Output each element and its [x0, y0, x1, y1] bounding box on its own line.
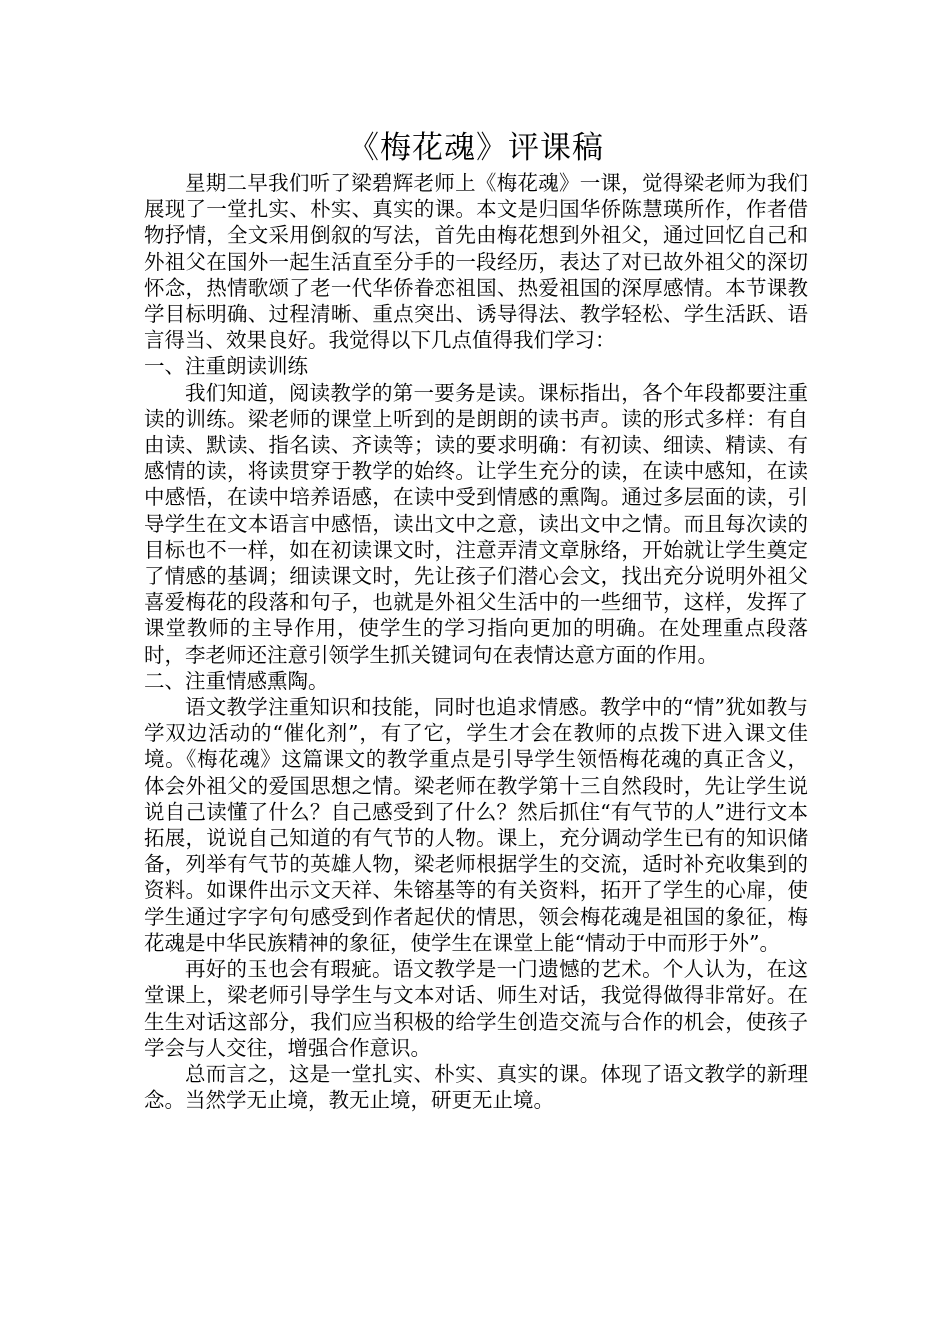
section-heading-reading: 一、注重朗读训练 — [144, 354, 308, 379]
section-heading-emotion: 二、注重情感熏陶。 — [144, 668, 329, 693]
conclusion-paragraph: 总而言之，这是一堂扎实、朴实、真实的课。体现了语文教学的新理念。当然学无止境，教无止境，研更无止境。 — [144, 1061, 808, 1113]
intro-paragraph: 星期二早我们听了梁碧辉老师上《梅花魂》一课，觉得梁老师为我们展现了一堂扎实、朴实、真实的课。本文是归国华侨陈慧瑛所作，作者借物抒情，全文采用倒叙的写法，首先由梅花想到外祖父，通过回忆自己和外祖父在国外一起生活直至分手的一段经历，表达了对已故外祖父的深切怀念，热情歌颂了老一代华侨眷恋祖国、热爱祖国的深厚感情。本节课教学目标明确、过程清晰、重点突出、诱导得法、教学轻松、学生活跃、语言得当、效果良好。我觉得以下几点值得我们学习： — [144, 171, 808, 353]
reflection-paragraph: 再好的玉也会有瑕疵。语文教学是一门遗憾的艺术。个人认为，在这堂课上，梁老师引导学生与文本对话、师生对话，我觉得做得非常好。在生生对话这部分，我们应当积极的给学生创造交流与合作的机会，使孩子学会与人交往，增强合作意识。 — [144, 957, 808, 1060]
document-page — [144, 126, 808, 1113]
reading-paragraph: 我们知道，阅读教学的第一要务是读。课标指出，各个年段都要注重读的训练。梁老师的课堂上听到的是朗朗的读书声。读的形式多样：有自由读、默读、指名读、齐读等；读的要求明确：有初读、细读、精读、有感情的读，将读贯穿于教学的始终。让学生充分的读，在读中感知，在读中感悟，在读中培养语感，在读中受到情感的熏陶。通过多层面的读，引导学生在文本语言中感悟，读出文中之意，读出文中之情。而且每次读的目标也不一样，如在初读课文时，注意弄清文章脉络，开始就让学生奠定了情感的基调；细读课文时，先让孩子们潜心会文，找出充分说明外祖父喜爱梅花的段落和句子，也就是外祖父生活中的一些细节，这样，发挥了课堂教师的主导作用，使学生的学习指向更加的明确。在处理重点段落时，李老师还注意引领学生抓关键词句在表情达意方面的作用。 — [144, 380, 808, 667]
document-title: 《梅花魂》评课稿 — [348, 130, 604, 166]
emotion-paragraph: 语文教学注重知识和技能，同时也追求情感。教学中的“情”犹如教与学双边活动的“催化剂”，有了它，学生才会在教师的点拨下进入课文佳境。《梅花魂》这篇课文的教学重点是引导学生领悟梅花魂的真正含义，体会外祖父的爱国思想之情。梁老师在教学第十三自然段时，先让学生说说自己读懂了什么？自己感受到了什么？然后抓住“有气节的人”进行文本拓展，说说自己知道的有气节的人物。课上，充分调动学生已有的知识储备，列举有气节的英雄人物，梁老师根据学生的交流，适时补充收集到的资料。如课件出示文天祥、朱镕基等的有关资料，拓开了学生的心扉，使学生通过字字句句感受到作者起伏的情思，领会梅花魂是祖国的象征，梅花魂是中华民族精神的象征，使学生在课堂上能“情动于中而形于外”。 — [144, 695, 808, 955]
